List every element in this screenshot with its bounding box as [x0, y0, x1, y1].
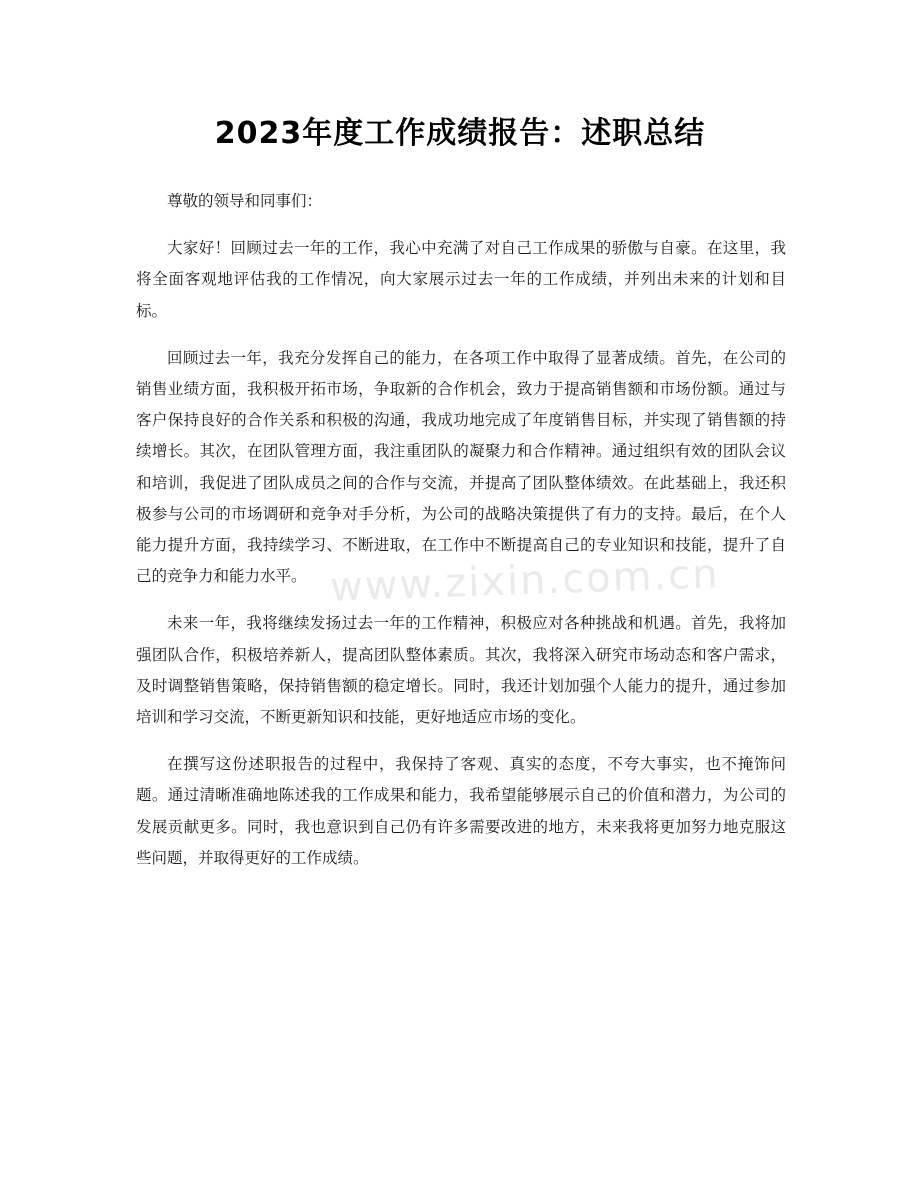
salutation: 尊敬的领导和同事们： — [167, 192, 323, 210]
document-title: 2023年度工作成绩报告：述职总结 — [214, 116, 706, 151]
paragraph-intro: 大家好！回顾过去一年的工作，我心中充满了对自己工作成果的骄傲与自豪。在这里，我将全面客观地评估我的工作情况，向大家展示过去一年的工作成绩，并列出未来的计划和目标。 — [136, 239, 786, 320]
paragraph-conclusion: 在撰写这份述职报告的过程中，我保持了客观、真实的态度，不夸大事实，也不掩饰问题。通过清晰准确地陈述我的工作成果和能力，我希望能够展示自己的价值和潜力，为公司的发展贡献更多。同时，我也意识到自己仍有许多需要改进的地方，未来我将更加努力地克服这些问题，并取得更好的工作成绩。 — [136, 755, 786, 867]
document-body — [136, 186, 786, 890]
watermark: www.zixin.com.cn — [329, 551, 721, 611]
paragraph-review: 回顾过去一年，我充分发挥自己的能力，在各项工作中取得了显著成绩。首先，在公司的销售业绩方面，我积极开拓市场，争取新的合作机会，致力于提高销售额和市场份额。通过与客户保持良好的合作关系和积极的沟通，我成功地完成了年度销售目标，并实现了销售额的持续增长。其次，在团队管理方面，我注重团队的凝聚力和合作精神。通过组织有效的团队会议和培训，我促进了团队成员之间的合作与交流，并提高了团队整体绩效。在此基础上，我还积极参与公司的市场调研和竞争对手分析，为公司的战略决策提供了有力的支持。最后，在个人能力提升方面，我持续学习、不断进取，在工作中不断提高自己的专业知识和技能，提升了自己的竞争力和能力水平。 — [136, 348, 786, 586]
paragraph-future: 未来一年，我将继续发扬过去一年的工作精神，积极应对各种挑战和机遇。首先，我将加强团队合作，积极培养新人，提高团队整体素质。其次，我将深入研究市场动态和客户需求，及时调整销售策略，保持销售额的稳定增长。同时，我还计划加强个人能力的提升，通过参加培训和学习交流，不断更新知识和技能，更好地适应市场的变化。 — [136, 614, 786, 727]
